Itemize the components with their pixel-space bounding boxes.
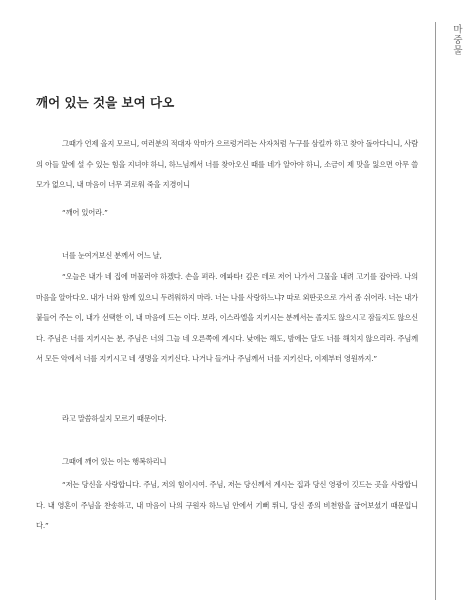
- paragraph-4: “오늘은 내가 네 집에 머물러야 하겠다. 손을 펴라. 에파타! 깊은 데로 저어 나가서 그물을 내려 고기를 잡아라. 나의 마음을 알아다오. 내가 너와 함께 있으니 두려워하지 마라. 너는 나를 사랑하느냐? 따로 외딴곳으로 가서 좀 쉬어라. 너는 내가 붙들어 주는 이, 내가 선택한 이, 내 마음에 드는 이다. 보라, 이스라엘을 지키시는 분께서는 졸지도 않으시고 잠들지도 않으신다. 주님은 너를 지키시는 분, 주님은 너의 그늘 네 오른쪽에 계시다. 낮에는 해도, 밤에는 달도 너를 해치지 않으리라. 주님께서 모든 악에서 너를 지키시고 네 생명을 지키신다. 나거나 들거나 주님께서 너를 지키신다, 이제부터 영원까지.”: [36, 272, 418, 363]
- side-tab: [435, 0, 471, 600]
- paragraph-1: 그때가 언제 올지 모르니, 여러분의 적대자 악마가 으르렁거리는 사자처럼 누구를 삼킬까 하고 찾아 돌아다니니, 사람의 아들 앞에 설 수 있는 힘을 지녀야 하니, 하느님께서 너를 찾아오신 때를 네가 알아야 하니, 소금이 제 맛을 잃으면 아무 쓸모가 없으니, 내 마음이 너무 괴로워 죽을 지경이니: [36, 139, 418, 189]
- paragraph-7: “저는 당신을 사랑합니다. 주님, 저의 힘이시여. 주님, 저는 당신께서 계시는 집과 당신 영광이 깃드는 곳을 사랑합니다. 내 영혼이 주님을 찬송하고, 내 마음이 나의 구원자 하느님 안에서 기뻐 뛰니, 당신 종의 비천함을 굽어보셨기 때문입니다.”: [36, 480, 418, 530]
- side-tab-label: 마중물: [451, 24, 462, 56]
- paragraph-5: 라고 말씀하실지 모르기 때문이다.: [62, 414, 167, 423]
- paragraph-2: “깨어 있어라.”: [62, 208, 108, 217]
- paragraph-3: 너를 눈여겨보신 분께서 어느 날,: [62, 251, 162, 260]
- page-title: 깨어 있는 것을 보여 다오: [36, 95, 175, 110]
- paragraph-6: 그때에 깨어 있는 이는 행복하리니: [62, 457, 167, 466]
- side-divider-line: [435, 22, 436, 600]
